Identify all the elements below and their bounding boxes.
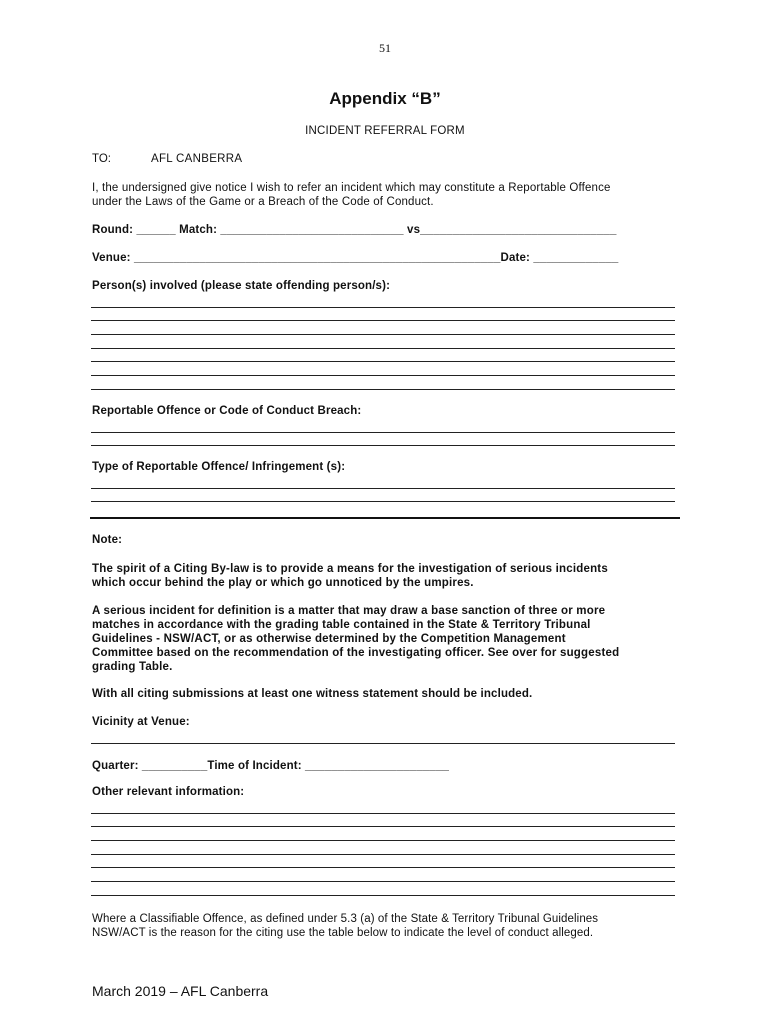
venue-date-field[interactable]: Venue: ________________________________________________________Date: _____________	[92, 252, 619, 264]
note-paragraph-3: With all citing submissions at least one witness statement should be included.	[92, 688, 533, 700]
note-paragraph-2: A serious incident for definition is a matter that may draw a base sanction of three or more matches in accordance with the grading table contained in the State & Territory Tribunal Guidelines - NSW/ACT, or as otherwise determined by the Competition Management Committee based on the recommendation of the investigating officer. See over for suggested grading Table.	[92, 605, 620, 673]
persons-involved-field[interactable]	[91, 294, 675, 390]
note-paragraph-1: The spirit of a Citing By-law is to provide a means for the investigation of serious incidents which occur behind the play or which go unnoticed by the umpires.	[92, 563, 608, 589]
intro-line-2: under the Laws of the Game or a Breach of the Code of Conduct.	[92, 196, 434, 208]
offence-type-label: Type of Reportable Offence/ Infringement (s):	[92, 461, 346, 473]
breach-label: Reportable Offence or Code of Conduct Breach:	[92, 405, 362, 417]
page-number: 51	[379, 41, 391, 55]
offence-type-field[interactable]	[91, 475, 675, 502]
quarter-time-field[interactable]: Quarter: __________Time of Incident: ______________________	[92, 760, 450, 772]
breach-field[interactable]	[91, 419, 675, 446]
page-title: Appendix “B”	[329, 89, 441, 108]
note-label: Note:	[92, 534, 123, 546]
intro-line-1: I, the undersigned give notice I wish to refer an incident which may constitute a Reportable Offence	[92, 182, 611, 194]
persons-involved-label: Person(s) involved (please state offending person/s):	[92, 280, 391, 292]
section-divider	[90, 517, 680, 519]
other-info-label: Other relevant information:	[92, 786, 245, 798]
to-label: TO:	[92, 153, 111, 165]
vicinity-field[interactable]	[91, 730, 675, 744]
other-info-field[interactable]	[91, 800, 675, 896]
form-subtitle: INCIDENT REFERRAL FORM	[305, 125, 465, 137]
page-footer: March 2019 – AFL Canberra	[92, 983, 269, 999]
round-match-field[interactable]: Round: ______ Match: ____________________________ vs______________________________	[92, 224, 617, 236]
vicinity-label: Vicinity at Venue:	[92, 716, 190, 728]
closing-paragraph: Where a Classifiable Offence, as defined under 5.3 (a) of the State & Territory Tribunal Guidelines NSW/ACT is the reason for the citing use the table below to indicate the level of conduct alleged.	[92, 913, 599, 939]
to-value: AFL CANBERRA	[151, 153, 243, 165]
